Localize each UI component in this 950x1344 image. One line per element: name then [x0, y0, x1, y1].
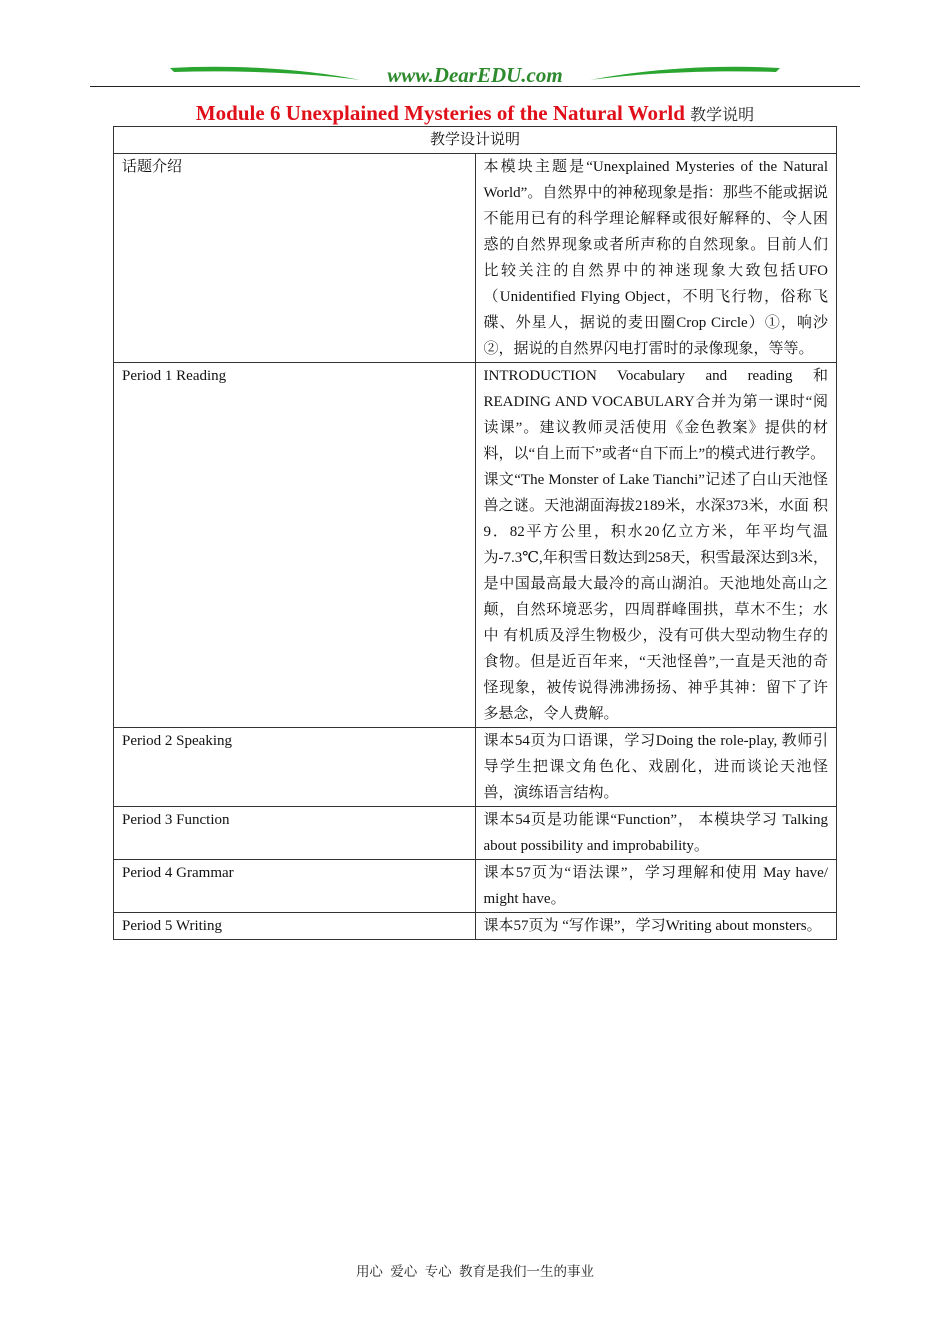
table-row [114, 363, 837, 728]
row-content-period-5 [475, 913, 837, 940]
content-paragraph: 课本54页为口语课，学习Doing the role-play, 教师引导学生把课文角色化、戏剧化，进而谈论天池怪兽，演练语言结构。 [483, 733, 828, 801]
content-paragraph: 课本57页为 “写作课”，学习Writing about monsters。 [483, 918, 822, 934]
header-logo [90, 60, 860, 88]
title-english: Module 6 Unexplained Mysteries of the Natural World [195, 101, 685, 125]
table-caption-row [114, 127, 837, 154]
right-swoosh-icon [590, 67, 780, 80]
row-label-topic: 话题介绍 [114, 154, 476, 363]
row-label-period-3: Period 3 Function [114, 807, 476, 860]
table-row [114, 807, 837, 860]
row-content-period-2 [475, 728, 837, 807]
table-row [114, 728, 837, 807]
title-chinese: 教学说明 [690, 107, 755, 124]
teaching-design-table [113, 126, 837, 940]
row-label-period-1: Period 1 Reading [114, 363, 476, 728]
table-row [114, 154, 837, 363]
swoosh-logo-icon [90, 60, 860, 88]
row-content-period-1 [475, 363, 837, 728]
table-caption: 教学设计说明 [114, 127, 837, 154]
content-paragraph: 课本54页是功能课“Function”， 本模块学习 Talking about possibility and improbability。 [483, 812, 828, 854]
row-label-period-5: Period 5 Writing [114, 913, 476, 940]
table-row [114, 913, 837, 940]
site-name-text: www.DearEDU.com [387, 63, 563, 87]
table-row [114, 860, 837, 913]
row-label-period-2: Period 2 Speaking [114, 728, 476, 807]
content-paragraph: INTRODUCTION Vocabulary and reading 和 READING AND VOCABULARY合并为第一课时“阅读课”。建议教师灵活使用《金色教案》提供的材料，以“自上而下”或者“自下而上”的模式进行教学。 [483, 368, 828, 462]
row-content-period-4 [475, 860, 837, 913]
content-paragraph: 课文“The Monster of Lake Tianchi”记述了白山天池怪兽之谜。天池湖面海拔2189米，水深373米，水面 积9．82平方公里，积水20亿立方米，年平均气温 为-7.3℃,年积雪日数达到258天，积雪最深达到3米，是中国最高最大最冷的高山湖泊。天池地处高山之颠，自然环境恶劣，四周群峰围拱，草木不生；水 中 有机质及浮生物极少，没有可供大型动物生存的食物。但是近百年来，“天池怪兽”,一直是天池的奇怪现象，被传说得沸沸扬扬、神乎其神：留下了许多悬念，令人费解。 [483, 472, 828, 722]
row-label-period-4: Period 4 Grammar [114, 860, 476, 913]
content-paragraph: 本模块主题是“Unexplained Mysteries of the Natural World”。自然界中的神秘现象是指：那些不能或据说不能用已有的科学理论解释或很好解释的、令人困惑的自然界现象或者所声称的自然现象。目前人们比较关注的自然界中的神迷现象大致包括UFO（Unidentified Flying Object，不明飞行物，俗称飞碟、外星人，据说的麦田圈Crop Circle）①，响沙②，据说的自然界闪电打雷时的录像现象，等等。 [483, 159, 828, 357]
row-content-period-3 [475, 807, 837, 860]
content-paragraph: 课本57页为“语法课”，学习理解和使用 May have/ might have。 [483, 865, 828, 907]
document-title [0, 100, 950, 129]
page-footer: 用心 爱心 专心 教育是我们一生的事业 [355, 1264, 595, 1279]
header-rule [90, 86, 860, 87]
left-swoosh-icon [170, 67, 360, 80]
row-content-topic [475, 154, 837, 363]
